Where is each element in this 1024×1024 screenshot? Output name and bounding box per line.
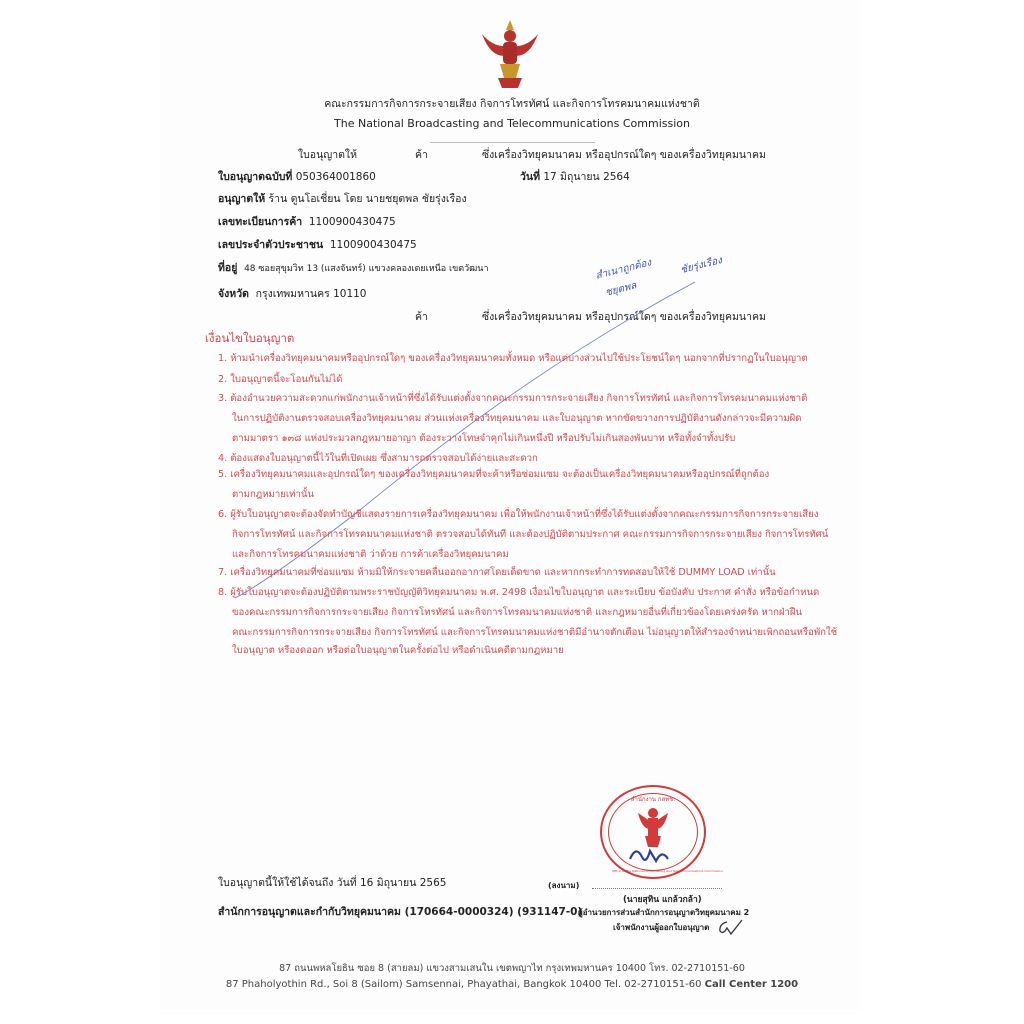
issuer-label: เจ้าพนักงานผู้ออกใบอนุญาต [613,923,710,932]
condition-line: 7. เครื่องวิทยุคมนาคมที่ซ่อมแซม ห้ามมิให้กระจายคลื่นออกอากาศโดยเด็ดขาด และหากกระทำการทดสอบให้ใช้ DUMMY LOAD เท่านั้น [218,567,776,578]
license-number: 050364001860 [295,171,376,183]
condition-line: กิจการโทรทัศน์ และกิจการโทรคมนาคมแห่งชาติ ตรวจสอบได้ทันที และต้องปฏิบัติตามประกาศ คณะกรรมการกิจการกระจายเสียง กิจการโทรทัศน์ [232,529,829,540]
citizen-id: 1100900430475 [329,239,417,251]
grantee: ร้าน ตูนโอเชี่ยน โดย นายชยุตพล ชัยรุ่งเรือง [268,193,467,205]
footer-address-en: 87 Phaholyothin Rd., Soi 8 (Sailom) Samsennai, Phayathai, Bangkok 10400 Tel. 02-2710151-60 [225,979,702,990]
condition-line: 2. ใบอนุญาตนี้จะโอนกันไม่ได้ [218,374,343,385]
sign-label: (ลงนาม) [548,881,580,890]
footer-address-th: 87 ถนนพหลโยธิน ซอย 8 (สายลม) แขวงสามเสนใน เขตพญาไท กรุงเทพมหานคร 10400 โทร. 02-2710151-60 [279,963,745,974]
handwriting-surname: ชัยรุ่งเรือง [679,255,724,276]
trade-reg-label: เลขทะเบียนการค้า [218,216,303,228]
license-type-label: ใบอนุญาตให้ [298,149,357,161]
org-name-th: คณะกรรมการกิจการกระจายเสียง กิจการโทรทัศน์ และกิจการโทรคมนาคมแห่งชาติ [324,98,700,110]
valid-until: ใบอนุญาตนี้ให้ใช้ได้จนถึง วันที่ 16 มิถุนายน 2565 [218,877,447,889]
condition-line: 6. ผู้รับใบอนุญาตจะต้องจัดทำบัญชีแสดงรายการเครื่องวิทยุคมนาคม เพื่อให้พนักงานเจ้าหน้าที่ซึ่งได้รับแต่งตั้งจากคณะกรรมการกิจการกระจายเสียง [218,509,819,520]
condition-line: คณะกรรมการกิจการกระจายเสียง กิจการโทรทัศน์ และกิจการโทรคมนาคมแห่งชาติมีอำนาจตักเตือน ไม่อนุญาตให้สำรองจำหน่ายเพิกถอนหรือพักใช้ [232,627,838,638]
license-type-desc: ซึ่งเครื่องวิทยุคมนาคม หรืออุปกรณ์ใดๆ ของเครื่องวิทยุคมนาคม [482,149,766,161]
stamp-ring-text: Office of The National Broadcasting and Telecommunications Commission [612,869,723,873]
signature-line [592,888,722,889]
condition-line: ในการปฏิบัติงานตรวจสอบเครื่องวิทยุคมนาคม ส่วนแห่งเครื่องวิทยุคมนาคม และใบอนุญาต หากขัดขวางการปฏิบัติงานดังกล่าวจะมีความผิด [232,413,802,424]
address-label: ที่อยู่ [218,262,238,274]
condition-line: 4. ต้องแสดงใบอนุญาตนี้ไว้ในที่เปิดเผย ซึ่งสามารถตรวจสอบได้ง่ายและสะดวก [218,453,538,464]
stamp-top-text: สำนักงาน กสทช. [630,796,676,803]
official-stamp [600,785,723,879]
org-name-en: The National Broadcasting and Telecommunications Commission [334,117,690,130]
garuda-emblem-icon [478,16,542,92]
province-label: จังหวัด [218,288,249,300]
issuing-office: สำนักการอนุญาตและกำกับวิทยุคมนาคม (170664-0000324) (931147-0) [218,906,583,918]
grantee-label: อนุญาตให้ [218,193,266,205]
condition-line: 3. ต้องอำนวยความสะดวกแก่พนักงานเจ้าหน้าที่ซึ่งได้รับแต่งตั้งจากคณะกรรมการกระจายเสียง กิจการโทรทัศน์ และกิจการโทรคมนาคมแห่งชาติ [218,393,808,404]
call-center: Call Center 1200 [704,979,799,990]
condition-line: ของคณะกรรมการกิจการกระจายเสียง กิจการโทรทัศน์ และกิจการโทรคมนาคมแห่งชาติ และกฎหมายอื่นที่เกี่ยวข้องโดยเคร่งครัด หากฝ่าฝืน [232,607,803,618]
id-label: เลขประจำตัวประชาชน [218,239,324,251]
handwriting-certified: สำเนาถูกต้อง [594,257,653,282]
license-type2-value: ค้า [415,311,428,323]
conditions-title: เงื่อนไขใบอนุญาต [205,331,295,345]
license-type-value: ค้า [415,149,428,161]
license-type2-desc: ซึ่งเครื่องวิทยุคมนาคม หรืออุปกรณ์ใดๆ ของเครื่องวิทยุคมนาคม [482,311,766,323]
condition-line: 5. เครื่องวิทยุคมนาคมและอุปกรณ์ใดๆ ของเครื่องวิทยุคมนาคมที่จะค้าหรือซ่อมแซม จะต้องเป็นเครื่องวิทยุคมนาคมหรืออุปกรณ์ที่ถูกต้อง [218,469,770,480]
signer-position: ผู้อำนวยการส่วนสำนักการอนุญาตวิทยุคมนาคม 2 [578,908,750,917]
initials-signature-icon [717,918,745,936]
condition-line: 8. ผู้รับใบอนุญาตจะต้องปฏิบัติตามพระราชบัญญัติวิทยุคมนาคม พ.ศ. 2498 เงื่อนไขใบอนุญาต และระเบียบ ข้อบังคับ ประกาศ คำสั่ง หรือข้อกำหนด [218,587,820,598]
province: กรุงเทพมหานคร 10110 [255,288,367,300]
issue-date: 17 มิถุนายน 2564 [543,171,630,183]
date-label: วันที่ [520,171,540,183]
condition-line: 1. ห้ามนำเครื่องวิทยุคมนาคมหรืออุปกรณ์ใดๆ ของเครื่องวิทยุคมนาคมทั้งหมด หรือแต่บางส่วนไปใช้ประโยชน์ใดๆ นอกจากที่ปรากฏในใบอนุญาต [218,353,808,364]
condition-line: ใบอนุญาต หรืองดออก หรือต่อใบอนุญาตในครั้งต่อไป หรือดำเนินคดีตามกฎหมาย [232,645,564,656]
license-number-label: ใบอนุญาตฉบับที่ [218,171,293,183]
handwriting-name: ชยุตพล [604,280,638,299]
stamp-signature [626,843,676,867]
header-divider [430,142,595,143]
condition-line: ตามกฎหมายเท่านั้น [232,489,314,500]
condition-line: และกิจการโทรคมนาคมแห่งชาติ ว่าด้วย การค้าเครื่องวิทยุคมนาคม [232,549,509,560]
trade-reg: 1100900430475 [308,216,396,228]
signer-name: (นายสุทิน แกล้วกล้า) [623,895,702,905]
condition-line: ตามมาตรา ๑๓๘ แห่งประมวลกฎหมายอาญา ต้องระวางโทษจำคุกไม่เกินหนึ่งปี หรือปรับไม่เกินสองพันบาท หรือทั้งจำทั้งปรับ [232,433,736,444]
address: 48 ซอยสุขุมวิท 13 (แสงจันทร์) แขวงคลองเตยเหนือ เขตวัฒนา [244,264,489,274]
